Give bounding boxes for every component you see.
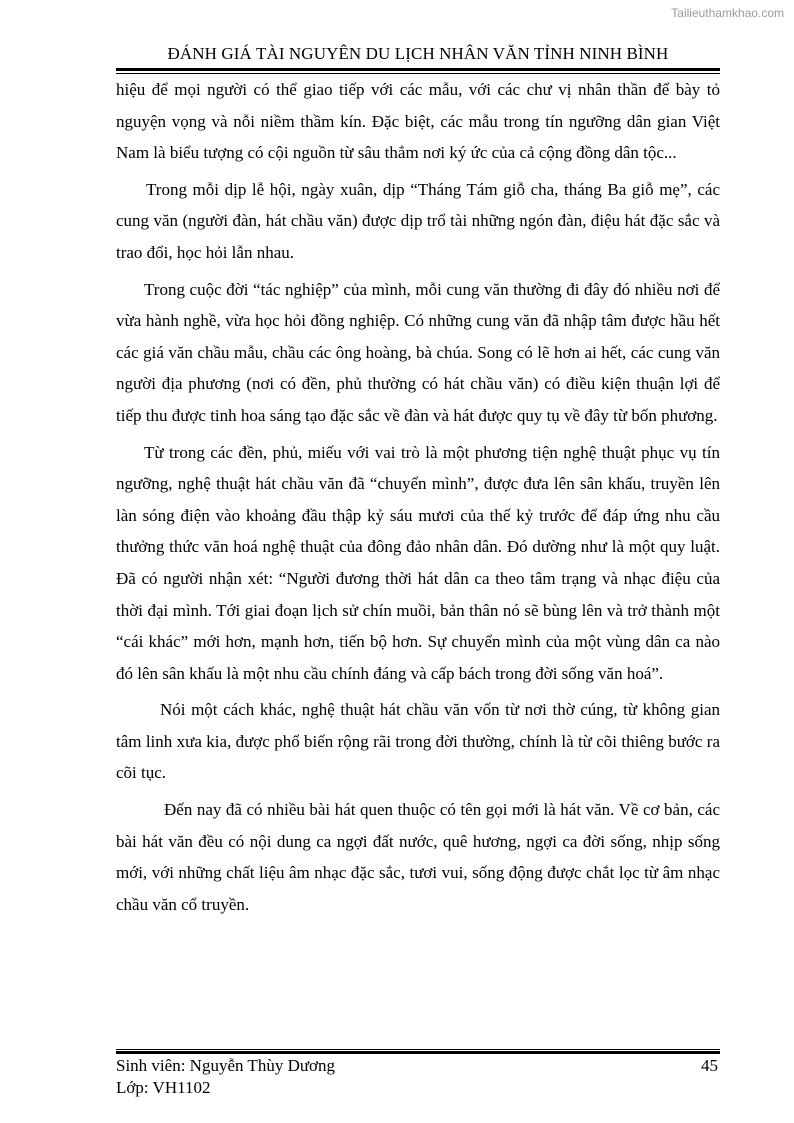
paragraph-4: Từ trong các đền, phủ, miếu với vai trò là một phương tiện nghệ thuật phục vụ tín ngưỡng, nghệ thuật hát chầu văn đã “chuyển mình”, được đưa lên sân khấu, truyền lên làn sóng điện vào khoảng đầu thập kỷ sáu mươi của thế kỷ trước để đáp ứng nhu cầu thưởng thức văn hoá nghệ thuật của đông đảo nhân dân. Đó dường như là một quy luật. Đã có người nhận xét: “Người đương thời hát dân ca theo tâm trạng và nhạc điệu của thời đại mình. Tới giai đoạn lịch sử chín muồi, bản thân nó sẽ bùng lên và trở thành một “cái khác” mới hơn, mạnh hơn, tiến bộ hơn. Sự chuyển mình của một vùng dân ca nào đó lên sân khấu là một nhu cầu chính đáng và cấp bách trong đời sống văn hoá”. — [116, 442, 720, 683]
paragraph-3: Trong cuộc đời “tác nghiệp” của mình, mỗi cung văn thường đi đây đó nhiều nơi để vừa hành nghề, vừa học hỏi đồng nghiệp. Có những cung văn đã nhập tâm được hầu hết các giá văn chầu mẫu, chầu các ông hoàng, bà chúa. Song có lẽ hơn ai hết, các cung văn người địa phương (nơi có đền, phủ thường có hát chầu văn) có điều kiện thuận lợi để tiếp thu được tinh hoa sáng tạo đặc sắc về đàn và hát được quy tụ về đây từ bốn phương. — [116, 279, 720, 425]
footer-class: Lớp: VH1102 — [116, 1078, 211, 1097]
footer-rule — [116, 1051, 720, 1054]
header-rule — [116, 68, 720, 71]
paragraph-6: Đến nay đã có nhiều bài hát quen thuộc có tên gọi mới là hát văn. Về cơ bản, các bài hát văn đều có nội dung ca ngợi đất nước, quê hương, ngợi ca đời sống, nhịp sống mới, với những chất liệu âm nhạc đặc sắc, tươi vui, sống động được chắt lọc từ âm nhạc chầu văn cổ truyền. — [116, 800, 720, 914]
body-text — [116, 74, 720, 925]
page-header-title: ĐÁNH GIÁ TÀI NGUYÊN DU LỊCH NHÂN VĂN TỈNH NINH BÌNH — [167, 44, 669, 63]
page-number: 45 — [701, 1056, 718, 1075]
paragraph-1: hiệu để mọi người có thể giao tiếp với các mẫu, với các chư vị nhân thần để bày tỏ nguyện vọng và nỗi niềm thầm kín. Đặc biệt, các mẫu trong tín ngưỡng dân gian Việt Nam là biểu tượng có cội nguồn từ sâu thẳm nơi ký ức của cả cộng đồng dân tộc... — [116, 80, 720, 163]
paragraph-5: Nói một cách khác, nghệ thuật hát chầu văn vốn từ nơi thờ cúng, từ không gian tâm linh xưa kia, được phổ biến rộng rãi trong đời thường, chính là từ cõi thiêng bước ra cõi tục. — [116, 700, 720, 783]
footer-rule-thin — [116, 1049, 720, 1050]
footer-student-name: Sinh viên: Nguyễn Thùy Dương — [116, 1056, 336, 1075]
paragraph-2: Trong mỗi dịp lễ hội, ngày xuân, dịp “Tháng Tám giỗ cha, tháng Ba giỗ mẹ”, các cung văn (người đàn, hát chầu văn) được dịp trổ tài những ngón đàn, điệu hát đặc sắc và trao đổi, học hỏi lẫn nhau. — [116, 179, 720, 262]
watermark: Tailieuthamkhao.com — [671, 6, 784, 20]
